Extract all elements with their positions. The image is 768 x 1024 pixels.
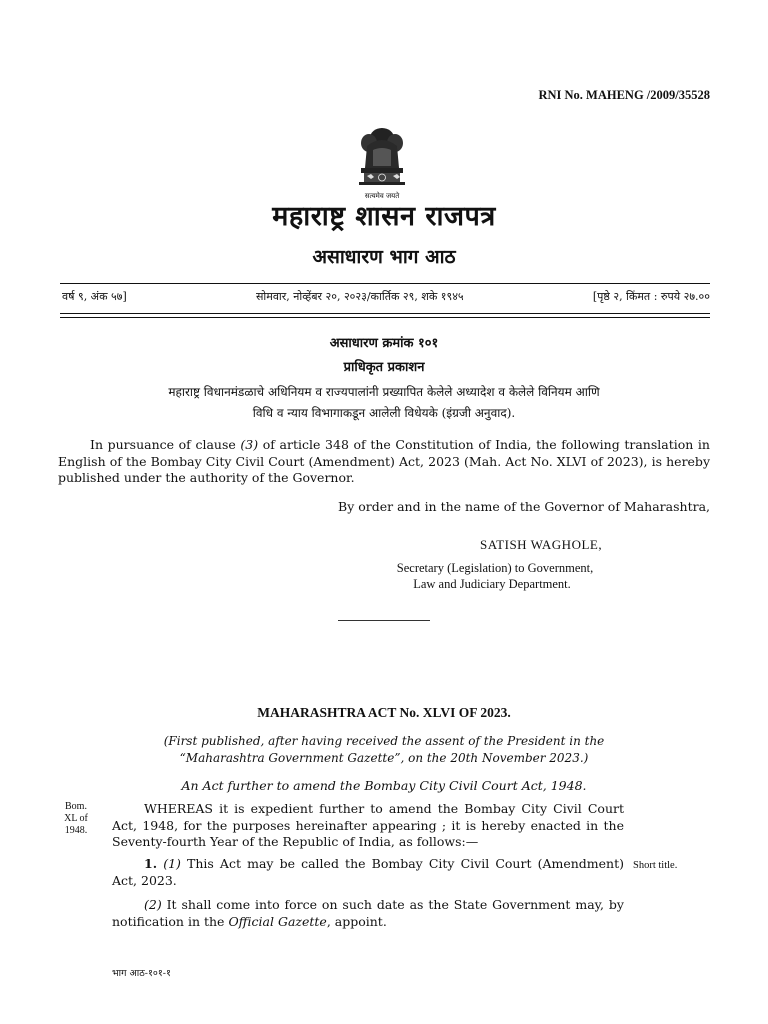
publication-description-2: विधि व न्याय विभागाकडून आलेली विधेयके (इंग्रजी अनुवाद).	[252, 406, 516, 420]
first-published-note: (First published, after having received the assent of the President in the “Maharashtra Government Gazette”, on the 20th November 2023.)	[163, 734, 605, 765]
issue-volume: वर्ष ९, अंक ५७]	[62, 290, 127, 303]
issue-price: [पृष्ठे २, किंमत : रुपये २७.००	[592, 290, 710, 303]
intro-paragraph: In pursuance of clause (3) of article 348 of the Constitution of India, the following translation in English of the Bombay City Civil Court (Amendment) Act, 2023 (Mah. Act No. XLVI of 2023), is hereby published under the authority of the Governor.	[58, 437, 710, 485]
extraordinary-number: असाधारण क्रमांक १०१	[329, 336, 439, 351]
section-1-subsection-2: (2) It shall come into force on such date as the State Government may, by notification in the Official Gazette, appoint.	[112, 897, 624, 929]
clause-number: (3)	[240, 437, 259, 452]
governor-order: By order and in the name of the Governor of Maharashtra,	[338, 499, 710, 514]
margin-note-short-title: Short title.	[633, 860, 678, 871]
state-emblem-icon	[347, 116, 417, 202]
separator-rule	[338, 620, 430, 621]
signatory-designation-2: Law and Judiciary Department.	[413, 577, 571, 591]
official-gazette-term: Official Gazette	[228, 913, 327, 929]
preamble-paragraph: WHEREAS it is expedient further to amend the Bombay City Civil Court Act, 1948, for the purposes hereinafter appearing ; it is hereby enacted in the Seventy-fourth Year of the Republic of India, as follows:—	[112, 801, 624, 849]
act-title: MAHARASHTRA ACT No. XLVI OF 2023.	[257, 705, 511, 720]
margin-note-left: Bom. XL of 1948.	[64, 801, 88, 836]
gazette-title: महाराष्ट्र शासन राजपत्र	[272, 201, 496, 232]
signatory-designation-1: Secretary (Legislation) to Government,	[396, 561, 594, 575]
top-rule	[60, 283, 710, 284]
rni-number: RNI No. MAHENG /2009/35528	[538, 88, 710, 102]
authority-heading: प्राधिकृत प्रकाशन	[343, 360, 425, 375]
signatory-name: SATISH WAGHOLE,	[480, 537, 603, 552]
bottom-rule-2	[60, 317, 710, 318]
emblem-motto: सत्यमेव जयते	[364, 192, 400, 200]
page-footer: भाग आठ-१०१-१	[112, 968, 171, 979]
section-number: 1.	[144, 856, 158, 871]
gazette-subtitle: असाधारण भाग आठ	[312, 246, 456, 268]
act-long-title: An Act further to amend the Bombay City Civil Court Act, 1948.	[181, 778, 587, 793]
issue-date: सोमवार, नोव्हेंबर २०, २०२३/कार्तिक २९, शके १९४५	[255, 290, 464, 303]
section-1-paragraph: 1. (1) This Act may be called the Bombay City Civil Court (Amendment) Act, 2023.	[112, 856, 624, 888]
issue-row	[62, 289, 710, 304]
bottom-rule-1	[60, 313, 710, 314]
publication-description-1: महाराष्ट्र विधानमंडळाचे अधिनियम व राज्यपालांनी प्रख्यापित केलेले अध्यादेश व केलेले विनियम आणि	[168, 385, 600, 399]
